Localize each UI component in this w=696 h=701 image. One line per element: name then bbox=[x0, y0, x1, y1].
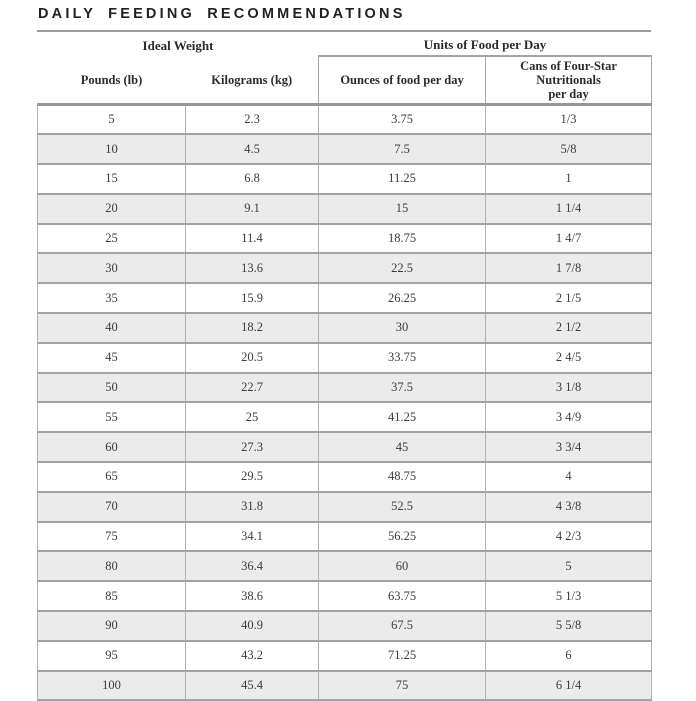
table-cell: 75 bbox=[319, 671, 486, 701]
table-cell: 38.6 bbox=[186, 581, 319, 611]
table-row bbox=[38, 641, 652, 671]
table-cell: 45 bbox=[38, 343, 186, 373]
table-cell: 63.75 bbox=[319, 581, 486, 611]
table-cell: 6 1/4 bbox=[486, 671, 652, 701]
table-row bbox=[38, 134, 652, 164]
table-row bbox=[38, 611, 652, 641]
table-row bbox=[38, 253, 652, 283]
table-cell: 5 5/8 bbox=[486, 611, 652, 641]
table-cell: 2.3 bbox=[186, 105, 319, 135]
table-cell: 9.1 bbox=[186, 194, 319, 224]
table-row bbox=[38, 105, 652, 135]
table-cell: 95 bbox=[38, 641, 186, 671]
col-header-kilograms: Kilograms (kg) bbox=[186, 56, 319, 105]
table-cell: 70 bbox=[38, 492, 186, 522]
table-cell: 15.9 bbox=[186, 283, 319, 313]
table-cell: 85 bbox=[38, 581, 186, 611]
table-cell: 2 4/5 bbox=[486, 343, 652, 373]
table-cell: 75 bbox=[38, 522, 186, 552]
table-cell: 41.25 bbox=[319, 402, 486, 432]
table-cell: 27.3 bbox=[186, 432, 319, 462]
table-cell: 36.4 bbox=[186, 551, 319, 581]
table-row bbox=[38, 283, 652, 313]
page-title: DAILY FEEDING RECOMMENDATIONS bbox=[38, 6, 406, 22]
table-cell: 48.75 bbox=[319, 462, 486, 492]
table-cell: 25 bbox=[38, 224, 186, 254]
table-cell: 3 3/4 bbox=[486, 432, 652, 462]
table-cell: 1 7/8 bbox=[486, 253, 652, 283]
table-cell: 6.8 bbox=[186, 164, 319, 194]
table-body bbox=[38, 105, 652, 701]
table-row bbox=[38, 581, 652, 611]
table-cell: 4 3/8 bbox=[486, 492, 652, 522]
table-cell: 3 1/8 bbox=[486, 373, 652, 403]
table-row bbox=[38, 343, 652, 373]
table-cell: 40.9 bbox=[186, 611, 319, 641]
table-cell: 60 bbox=[319, 551, 486, 581]
table-row bbox=[38, 522, 652, 552]
table-row bbox=[38, 194, 652, 224]
col-header-ounces: Ounces of food per day bbox=[319, 56, 486, 105]
table-cell: 1 1/4 bbox=[486, 194, 652, 224]
table-cell: 10 bbox=[38, 134, 186, 164]
table-cell: 65 bbox=[38, 462, 186, 492]
table-row bbox=[38, 492, 652, 522]
table-cell: 20.5 bbox=[186, 343, 319, 373]
table-cell: 4.5 bbox=[186, 134, 319, 164]
table-cell: 3.75 bbox=[319, 105, 486, 135]
table-cell: 6 bbox=[486, 641, 652, 671]
table-cell: 2 1/2 bbox=[486, 313, 652, 343]
table-cell: 4 2/3 bbox=[486, 522, 652, 552]
table-cell: 67.5 bbox=[319, 611, 486, 641]
table-cell: 52.5 bbox=[319, 492, 486, 522]
table-cell: 55 bbox=[38, 402, 186, 432]
table-cell: 80 bbox=[38, 551, 186, 581]
col-header-pounds: Pounds (lb) bbox=[38, 56, 186, 105]
table-cell: 30 bbox=[319, 313, 486, 343]
table-row bbox=[38, 224, 652, 254]
table-cell: 11.25 bbox=[319, 164, 486, 194]
column-header-row bbox=[38, 56, 652, 105]
table-row bbox=[38, 432, 652, 462]
col-group-ideal-weight: Ideal Weight bbox=[142, 37, 214, 53]
table-cell: 7.5 bbox=[319, 134, 486, 164]
table-cell: 34.1 bbox=[186, 522, 319, 552]
table-cell: 13.6 bbox=[186, 253, 319, 283]
table-row bbox=[38, 462, 652, 492]
feeding-table bbox=[37, 32, 652, 701]
table-cell: 3 4/9 bbox=[486, 402, 652, 432]
table-cell: 30 bbox=[38, 253, 186, 283]
table-cell: 71.25 bbox=[319, 641, 486, 671]
table-cell: 18.2 bbox=[186, 313, 319, 343]
table-cell: 43.2 bbox=[186, 641, 319, 671]
table-row bbox=[38, 313, 652, 343]
table-cell: 5 1/3 bbox=[486, 581, 652, 611]
col-header-cans bbox=[486, 56, 652, 105]
table-cell: 5 bbox=[486, 551, 652, 581]
table-cell: 33.75 bbox=[319, 343, 486, 373]
table-cell: 26.25 bbox=[319, 283, 486, 313]
table-cell: 5/8 bbox=[486, 134, 652, 164]
table-row bbox=[38, 164, 652, 194]
col-group-units-of-food: Units of Food per Day bbox=[423, 37, 547, 52]
table-cell: 60 bbox=[38, 432, 186, 462]
table-row bbox=[38, 373, 652, 403]
table-cell: 31.8 bbox=[186, 492, 319, 522]
table-cell: 20 bbox=[38, 194, 186, 224]
table-cell: 15 bbox=[319, 194, 486, 224]
table-cell: 40 bbox=[38, 313, 186, 343]
table-cell: 18.75 bbox=[319, 224, 486, 254]
table-cell: 50 bbox=[38, 373, 186, 403]
table-cell: 45 bbox=[319, 432, 486, 462]
table-cell: 29.5 bbox=[186, 462, 319, 492]
column-group-row bbox=[38, 32, 652, 56]
table-cell: 100 bbox=[38, 671, 186, 701]
table-cell: 37.5 bbox=[319, 373, 486, 403]
table-cell: 22.5 bbox=[319, 253, 486, 283]
table-row bbox=[38, 551, 652, 581]
col-header-cans-line2: per day bbox=[548, 87, 589, 101]
table-cell: 90 bbox=[38, 611, 186, 641]
table-cell: 56.25 bbox=[319, 522, 486, 552]
table-cell: 1 4/7 bbox=[486, 224, 652, 254]
table-cell: 25 bbox=[186, 402, 319, 432]
table-cell: 5 bbox=[38, 105, 186, 135]
table-cell: 11.4 bbox=[186, 224, 319, 254]
table-cell: 4 bbox=[486, 462, 652, 492]
table-row bbox=[38, 402, 652, 432]
table-cell: 1/3 bbox=[486, 105, 652, 135]
table-cell: 2 1/5 bbox=[486, 283, 652, 313]
table-cell: 15 bbox=[38, 164, 186, 194]
table-cell: 22.7 bbox=[186, 373, 319, 403]
col-header-cans-line1: Cans of Four-Star Nutritionals bbox=[520, 59, 617, 87]
table-cell: 45.4 bbox=[186, 671, 319, 701]
table-cell: 1 bbox=[486, 164, 652, 194]
table-cell: 35 bbox=[38, 283, 186, 313]
table-header bbox=[38, 32, 652, 105]
